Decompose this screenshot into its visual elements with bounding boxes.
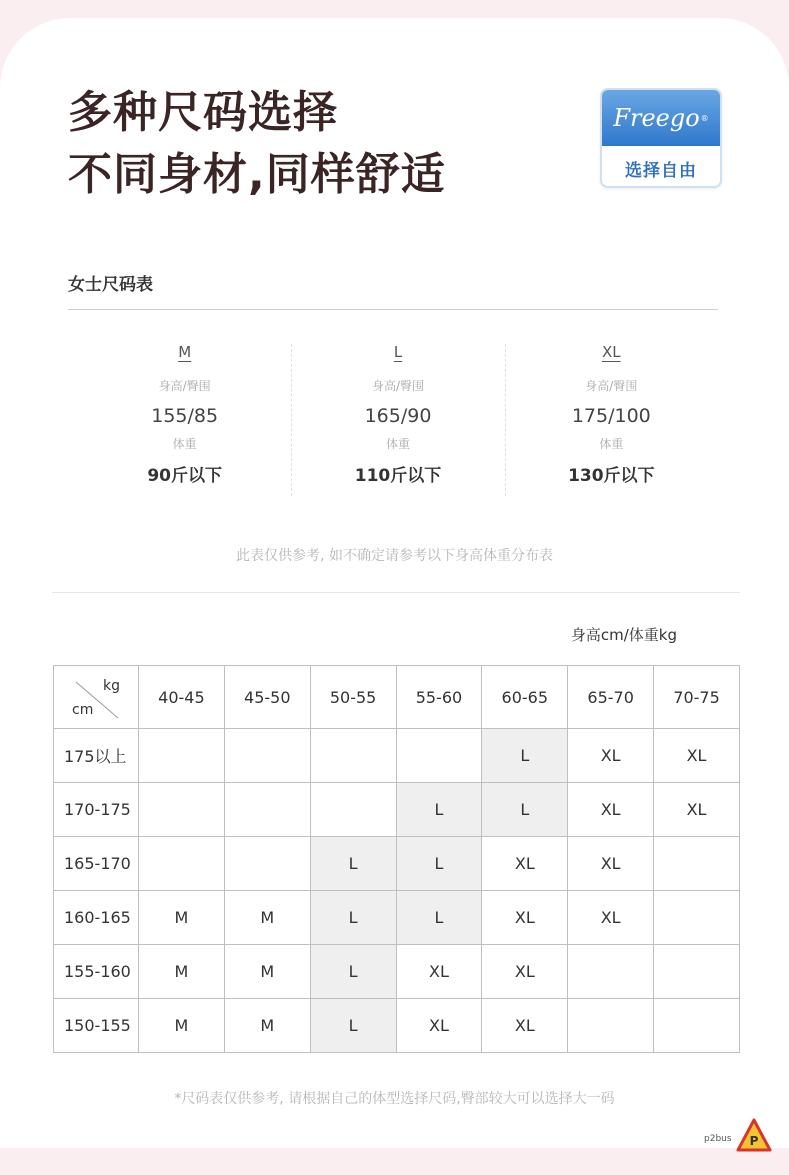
table-header-row xyxy=(54,666,740,729)
height-hip-value: 175/100 xyxy=(571,405,651,427)
height-hip-value: 165/90 xyxy=(364,405,432,427)
table-cell: XL xyxy=(568,891,654,945)
weight-label: 体重 xyxy=(172,437,197,451)
weight-value: 110斤以下 xyxy=(354,466,442,486)
table-cell xyxy=(654,891,740,945)
column-header: 65-70 xyxy=(568,666,654,729)
diagonal-line-icon xyxy=(54,666,139,729)
table-row xyxy=(54,999,740,1053)
table-cell xyxy=(139,729,225,783)
section-title: 女士尺码表 xyxy=(68,275,153,295)
table-cell: XL xyxy=(568,729,654,783)
table-cell xyxy=(224,783,310,837)
table-cell: L xyxy=(310,945,396,999)
table-row xyxy=(54,837,740,891)
column-header: 45-50 xyxy=(224,666,310,729)
table-row xyxy=(54,945,740,999)
table-cell xyxy=(654,945,740,999)
table-cell: XL xyxy=(568,837,654,891)
table-cell xyxy=(568,999,654,1053)
table-cell: L xyxy=(396,837,482,891)
table-cell xyxy=(139,837,225,891)
watermark-text: p2bus xyxy=(704,1134,732,1144)
size-column-xl xyxy=(505,340,718,500)
section-divider xyxy=(68,309,718,310)
table-cell xyxy=(139,783,225,837)
size-name: L xyxy=(393,343,403,361)
row-header: 165-170 xyxy=(54,837,139,891)
table-cell: L xyxy=(482,729,568,783)
table-row xyxy=(54,783,740,837)
table-cell xyxy=(310,783,396,837)
row-header: 175以上 xyxy=(54,729,139,783)
table-cell xyxy=(224,729,310,783)
weight-value: 130斤以下 xyxy=(568,466,655,486)
table-cell: XL xyxy=(482,945,568,999)
table-cell: M xyxy=(139,945,225,999)
table-corner-cell xyxy=(54,666,139,729)
warning-triangle-icon xyxy=(736,1118,772,1152)
column-header: 70-75 xyxy=(654,666,740,729)
brand-logo-top xyxy=(602,90,720,146)
column-header: 40-45 xyxy=(139,666,225,729)
height-hip-label: 身高/臀围 xyxy=(585,379,638,393)
table-cell: L xyxy=(396,891,482,945)
height-hip-label: 身高/臀围 xyxy=(158,379,211,393)
content-divider xyxy=(52,592,740,593)
table-cell: XL xyxy=(482,837,568,891)
registered-mark-icon: ® xyxy=(700,113,709,123)
headline-line-1: 多种尺码选择 xyxy=(68,87,338,138)
table-cell xyxy=(568,945,654,999)
table-cell: L xyxy=(310,837,396,891)
corner-cm-label: cm xyxy=(72,702,94,718)
reference-note: 此表仅供参考, 如不确定请参考以下身高体重分布表 xyxy=(236,548,553,564)
table-cell: M xyxy=(224,891,310,945)
table-cell: L xyxy=(310,999,396,1053)
table-cell: XL xyxy=(482,891,568,945)
column-header: 55-60 xyxy=(396,666,482,729)
weight-value: 90斤以下 xyxy=(147,466,222,486)
table-cell: M xyxy=(224,945,310,999)
size-summary xyxy=(78,340,718,500)
table-cell xyxy=(654,999,740,1053)
size-column-l xyxy=(291,340,504,500)
brand-logo-word: Freego xyxy=(613,104,700,132)
watermark-badge-letter: P xyxy=(749,1134,759,1148)
brand-logo-badge xyxy=(600,88,722,188)
table-cell: L xyxy=(396,783,482,837)
table-cell: XL xyxy=(482,999,568,1053)
table-cell xyxy=(654,837,740,891)
table-cell: M xyxy=(139,891,225,945)
size-distribution-table xyxy=(53,665,740,1053)
row-header: 155-160 xyxy=(54,945,139,999)
weight-label: 体重 xyxy=(599,437,624,451)
table-cell: L xyxy=(482,783,568,837)
size-name: XL xyxy=(602,343,621,361)
row-header: 160-165 xyxy=(54,891,139,945)
table-cell: XL xyxy=(654,783,740,837)
table-cell xyxy=(224,837,310,891)
headline-line-2: 不同身材,同样舒适 xyxy=(68,149,446,200)
table-cell: M xyxy=(139,999,225,1053)
table-cell: XL xyxy=(654,729,740,783)
column-header: 50-55 xyxy=(310,666,396,729)
table-cell xyxy=(310,729,396,783)
table-cell: XL xyxy=(396,945,482,999)
height-hip-value: 155/85 xyxy=(151,405,219,427)
table-cell: L xyxy=(310,891,396,945)
footnote: *尺码表仅供参考, 请根据自己的体型选择尺码,臀部较大可以选择大一码 xyxy=(174,1091,615,1107)
table-cell: M xyxy=(224,999,310,1053)
table-row xyxy=(54,729,740,783)
headline xyxy=(68,82,446,206)
table-cell: XL xyxy=(396,999,482,1053)
row-header: 150-155 xyxy=(54,999,139,1053)
table-cell xyxy=(396,729,482,783)
height-hip-label: 身高/臀围 xyxy=(371,379,425,393)
weight-label: 体重 xyxy=(385,437,410,451)
corner-kg-label: kg xyxy=(103,678,120,694)
size-column-m xyxy=(78,340,291,500)
table-row xyxy=(54,891,740,945)
column-header: 60-65 xyxy=(482,666,568,729)
row-header: 170-175 xyxy=(54,783,139,837)
brand-tagline: 选择自由 xyxy=(625,160,697,181)
size-name: M xyxy=(178,343,192,361)
watermark xyxy=(704,1118,774,1154)
table-cell: XL xyxy=(568,783,654,837)
unit-label: 身高cm/体重kg xyxy=(570,626,677,644)
